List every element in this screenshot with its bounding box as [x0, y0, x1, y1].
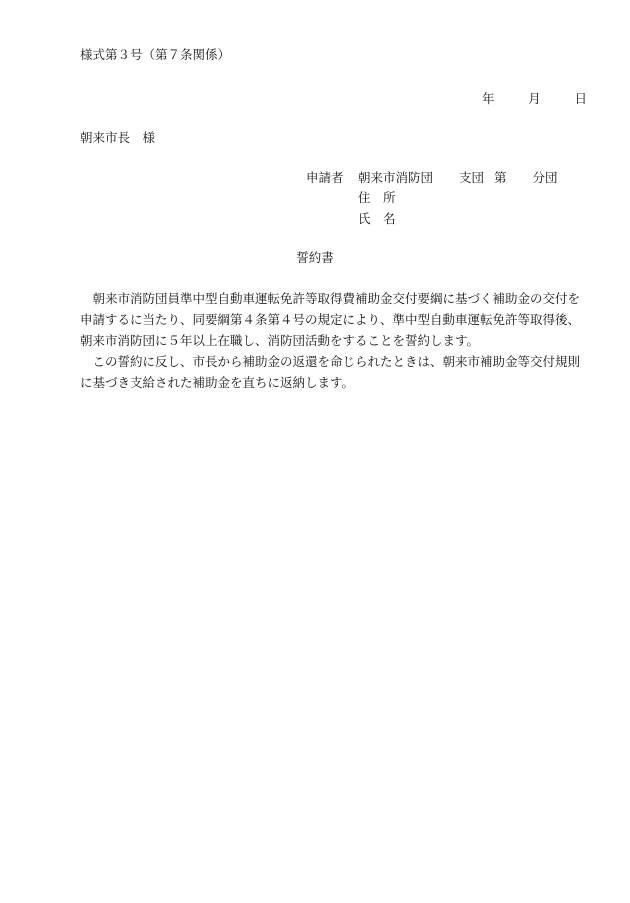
name-label: 氏 名 [358, 211, 396, 226]
applicant-affiliation [358, 167, 558, 188]
pledge-paragraph-1: 朝来市消防団員準中型自動車運転免許等取得費補助金交付要綱に基づく補助金の交付を申請するに当たり、同要綱第４条第４号の規定により、準中型自動車運転免許等取得後、朝来市消防団に５年以上在職し、消防団活動をすることを誓約します。 [80, 291, 581, 348]
form-number: 様式第３号（第７条関係） [80, 47, 231, 62]
date-line [482, 89, 587, 107]
address-label: 住 所 [358, 190, 396, 205]
applicant-row [306, 167, 558, 188]
applicant-branch: 支団 [459, 170, 485, 185]
document-title: 誓約書 [296, 250, 334, 265]
applicant-block [306, 167, 558, 188]
date-year: 年 [482, 91, 495, 106]
pledge-body [80, 288, 586, 393]
applicant-org: 朝来市消防団 [358, 170, 434, 185]
addressee: 朝来市長 様 [80, 130, 156, 145]
date-day: 日 [574, 91, 587, 106]
pledge-paragraph-2: この誓約に反し、市長から補助金の返還を命じられたときは、朝来市補助金等交付規則に基づき支給された補助金を直ちに返納します。 [80, 354, 581, 390]
applicant-label: 申請者 [306, 170, 344, 185]
applicant-unit: 分団 [532, 170, 558, 185]
applicant-number-prefix: 第 [494, 170, 507, 185]
date-month: 月 [528, 91, 541, 106]
